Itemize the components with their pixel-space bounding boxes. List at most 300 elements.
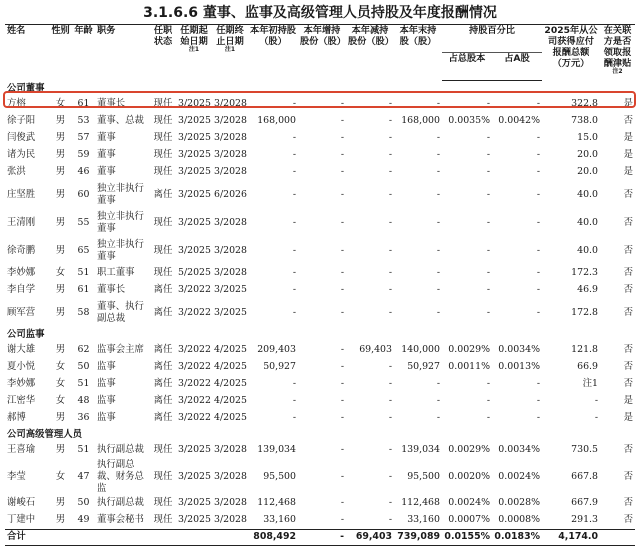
td-begin-shares: - — [292, 132, 296, 143]
td-gender: 男 — [55, 115, 66, 126]
header-percentage-group: 持股百分比 — [442, 25, 542, 53]
td-end-date: 6/2026 — [214, 188, 247, 200]
td-gender: 男 — [55, 149, 66, 160]
td-gender: 女 — [55, 395, 66, 406]
td-position: 监事 — [97, 395, 116, 406]
td-status: 离任 — [153, 361, 173, 372]
td-related-pay: 否 — [623, 115, 633, 126]
td-end-date: 3/2025 — [214, 284, 247, 295]
td-name: 夏小悦 — [7, 361, 36, 372]
td-pct-a: - — [536, 98, 540, 109]
td-pay: 322.8 — [571, 98, 598, 109]
total-begin-shares: 808,492 — [248, 529, 298, 545]
td-name: 李妙娜 — [7, 267, 36, 278]
footnote-mark: 注1 — [224, 45, 236, 53]
td-pct-total: - — [486, 244, 490, 256]
table-row — [5, 209, 635, 237]
table-row — [5, 342, 635, 359]
td-status: 现任 — [153, 132, 173, 143]
td-end-shares: - — [436, 166, 440, 177]
td-pct-a: - — [536, 267, 540, 278]
td-position: 董事长 — [97, 98, 126, 109]
td-decrease: - — [388, 98, 392, 109]
td-end-shares: - — [436, 284, 440, 295]
td-name: 庄坚胜 — [7, 188, 36, 200]
total-end-shares: 739,089 — [394, 529, 442, 545]
td-related-pay: 否 — [623, 284, 633, 295]
td-increase: - — [340, 188, 344, 200]
td-decrease: - — [388, 306, 392, 318]
td-age: 48 — [77, 395, 90, 406]
td-decrease: - — [388, 514, 392, 525]
td-name: 方榕 — [7, 98, 26, 109]
td-name: 郝博 — [7, 412, 26, 423]
td-pay: 20.0 — [577, 166, 598, 177]
td-gender: 女 — [55, 361, 66, 372]
td-position: 董事、执行副总裁 — [97, 300, 144, 324]
td-increase: - — [340, 470, 344, 482]
td-related-pay: 否 — [623, 444, 633, 455]
td-pct-total: - — [486, 306, 490, 318]
td-decrease: - — [388, 267, 392, 278]
header-increase: 本年增持股份（股） — [298, 25, 346, 81]
td-name: 王喜瑜 — [7, 444, 36, 455]
td-decrease: - — [388, 115, 392, 126]
header-begin-shares: 本年初持股（股） — [248, 25, 298, 81]
td-gender: 男 — [55, 188, 66, 200]
td-start-date: 3/2025 — [178, 132, 211, 143]
td-end-date: 3/2028 — [214, 244, 247, 256]
td-pay: 667.9 — [571, 497, 598, 508]
td-pct-total: - — [486, 378, 490, 389]
td-increase: - — [340, 267, 344, 278]
td-end-date: 4/2025 — [214, 361, 247, 372]
td-position: 独立非执行董事 — [97, 182, 144, 206]
td-gender: 男 — [55, 412, 66, 423]
td-increase: - — [340, 244, 344, 256]
td-pct-a: - — [536, 284, 540, 295]
td-pct-a: - — [536, 188, 540, 200]
table-row — [5, 164, 635, 181]
td-position: 执行副总裁 — [97, 444, 144, 455]
td-increase: - — [340, 344, 344, 355]
td-end-shares: 33,160 — [407, 514, 440, 525]
td-age: 50 — [77, 361, 90, 372]
td-decrease: - — [388, 444, 392, 455]
td-end-date: 3/2028 — [214, 149, 247, 160]
td-pct-a: - — [536, 306, 540, 318]
td-increase: - — [340, 149, 344, 160]
td-end-shares: - — [436, 188, 440, 200]
td-decrease: - — [388, 216, 392, 228]
td-gender: 女 — [55, 378, 66, 389]
td-end-shares: 50,927 — [407, 361, 440, 372]
td-start-date: 3/2022 — [178, 395, 211, 406]
td-status: 现任 — [153, 514, 173, 525]
td-start-date: 3/2022 — [178, 378, 211, 389]
footnote-mark: 注1 — [188, 45, 200, 53]
table-row — [5, 181, 635, 209]
table-row — [5, 359, 635, 376]
td-gender: 男 — [55, 284, 66, 295]
td-pct-total: 0.0007% — [448, 514, 490, 525]
td-gender: 男 — [55, 216, 66, 228]
td-end-date: 4/2025 — [214, 378, 247, 389]
total-row — [5, 529, 635, 545]
td-name: 李妙娜 — [7, 378, 36, 389]
td-status: 离任 — [153, 412, 173, 423]
td-gender: 女 — [55, 470, 66, 482]
td-pct-a: - — [536, 149, 540, 160]
td-related-pay: 是 — [623, 98, 633, 109]
td-status: 现任 — [153, 115, 173, 126]
td-end-shares: - — [436, 149, 440, 160]
td-age: 46 — [77, 166, 90, 177]
td-status: 现任 — [153, 216, 173, 228]
td-end-date: 3/2028 — [214, 132, 247, 143]
td-end-shares: - — [436, 244, 440, 256]
footnote-mark: 注2 — [612, 67, 623, 75]
td-pay: - — [594, 412, 598, 423]
total-increase: - — [298, 529, 346, 545]
td-end-date: 4/2025 — [214, 395, 247, 406]
td-end-date: 3/2028 — [214, 514, 247, 525]
td-gender: 女 — [55, 267, 66, 278]
td-gender: 男 — [55, 244, 66, 256]
td-begin-shares: - — [292, 284, 296, 295]
td-decrease: - — [388, 470, 392, 482]
td-start-date: 3/2022 — [178, 344, 211, 355]
td-pct-total: 0.0035% — [448, 115, 490, 126]
td-position: 董事、总裁 — [97, 115, 144, 126]
td-pct-total: 0.0029% — [448, 344, 490, 355]
td-start-date: 5/2025 — [178, 267, 211, 278]
td-name: 李自学 — [7, 284, 36, 295]
td-related-pay: 否 — [623, 514, 633, 525]
td-position: 董事会秘书 — [97, 514, 144, 525]
td-start-date: 3/2022 — [178, 361, 211, 372]
td-position: 执行副总裁 — [97, 497, 144, 508]
header-pct-total: 占总股本 — [442, 52, 492, 80]
header-start-date: 任期起始日期$^{注1}$ — [176, 25, 212, 81]
td-start-date: 3/2022 — [178, 284, 211, 295]
td-pay: 40.0 — [577, 244, 598, 256]
td-age: 47 — [77, 470, 90, 482]
td-pay: 40.0 — [577, 216, 598, 228]
header-decrease: 本年减持股份（股） — [346, 25, 394, 81]
td-end-shares: 139,034 — [401, 444, 440, 455]
td-pct-a: - — [536, 216, 540, 228]
td-age: 50 — [77, 497, 90, 508]
td-pct-a: - — [536, 244, 540, 256]
td-end-shares: 112,468 — [401, 497, 440, 508]
table-row — [5, 442, 635, 459]
td-age: 62 — [77, 344, 90, 355]
td-end-shares: 95,500 — [407, 470, 440, 482]
td-pct-total: - — [486, 132, 490, 143]
total-related-blank — [600, 529, 635, 545]
td-end-shares: - — [436, 306, 440, 318]
td-pay: 738.0 — [571, 115, 598, 126]
header-position: 职务 — [95, 25, 150, 81]
td-status: 现任 — [153, 166, 173, 177]
table-row — [5, 96, 635, 113]
td-end-shares: - — [436, 267, 440, 278]
td-pct-a: - — [536, 166, 540, 177]
td-pct-total: - — [486, 395, 490, 406]
table-row — [5, 113, 635, 130]
td-related-pay: 否 — [623, 244, 633, 256]
table-row — [5, 147, 635, 164]
td-name: 徐奇鹏 — [7, 244, 36, 256]
td-status: 现任 — [153, 149, 173, 160]
td-status: 离任 — [153, 395, 173, 406]
td-age: 57 — [77, 132, 90, 143]
td-name: 王清刚 — [7, 216, 36, 228]
td-decrease: - — [388, 497, 392, 508]
td-pct-a: 0.0034% — [498, 444, 540, 455]
td-related-pay: 否 — [623, 306, 633, 318]
td-end-shares: - — [436, 216, 440, 228]
td-pct-total: 0.0020% — [448, 470, 490, 482]
td-increase: - — [340, 497, 344, 508]
section-label: 公司监事 — [7, 329, 45, 340]
td-begin-shares: 209,403 — [257, 344, 296, 355]
td-position: 董事 — [97, 166, 116, 177]
td-name: 丁建中 — [7, 514, 36, 525]
table-row — [5, 410, 635, 427]
td-pay: 172.8 — [571, 306, 598, 318]
td-pct-a: - — [536, 132, 540, 143]
td-start-date: 3/2025 — [178, 444, 211, 455]
td-age: 36 — [77, 412, 90, 423]
td-start-date: 3/2025 — [178, 497, 211, 508]
td-age: 61 — [77, 98, 90, 109]
td-end-shares: - — [436, 98, 440, 109]
td-gender: 男 — [55, 306, 66, 318]
td-name: 谢峻石 — [7, 497, 36, 508]
td-begin-shares: - — [292, 188, 296, 200]
table-row — [5, 130, 635, 147]
td-start-date: 3/2025 — [178, 166, 211, 177]
td-related-pay: 是 — [623, 395, 633, 406]
section-label: 公司高级管理人员 — [7, 429, 83, 440]
td-pct-total: - — [486, 188, 490, 200]
td-increase: - — [340, 115, 344, 126]
td-position: 董事长 — [97, 284, 126, 295]
td-end-date: 3/2028 — [214, 166, 247, 177]
td-increase: - — [340, 361, 344, 372]
td-begin-shares: - — [292, 216, 296, 228]
td-decrease: - — [388, 412, 392, 423]
table-row — [5, 237, 635, 265]
td-pct-a: - — [536, 395, 540, 406]
td-decrease: - — [388, 378, 392, 389]
td-pay: 66.9 — [577, 361, 598, 372]
td-pay: 730.5 — [571, 444, 598, 455]
total-pct-total: 0.0155% — [442, 529, 492, 545]
td-position: 独立非执行董事 — [97, 210, 144, 234]
td-increase: - — [340, 132, 344, 143]
td-end-shares: 140,000 — [401, 344, 440, 355]
td-begin-shares: 50,927 — [263, 361, 296, 372]
td-decrease: - — [388, 244, 392, 256]
section-row — [5, 427, 635, 442]
td-begin-shares: - — [292, 166, 296, 177]
total-label: 合计 — [5, 529, 248, 545]
td-increase: - — [340, 514, 344, 525]
total-pct-a: 0.0183% — [492, 529, 542, 545]
td-status: 现任 — [153, 470, 173, 482]
td-age: 55 — [77, 216, 90, 228]
td-position: 职工董事 — [97, 267, 135, 278]
td-pct-a: 0.0024% — [498, 470, 540, 482]
td-position: 执行副总裁、财务总监 — [97, 458, 144, 494]
td-name: 谢大雄 — [7, 344, 36, 355]
td-name: 江密华 — [7, 395, 36, 406]
td-status: 现任 — [153, 497, 173, 508]
td-pct-a: 0.0034% — [498, 344, 540, 355]
section-row — [5, 80, 635, 96]
td-decrease: 69,403 — [359, 344, 392, 355]
td-pct-a: - — [536, 412, 540, 423]
header-name: 姓名 — [5, 25, 49, 81]
td-gender: 男 — [55, 132, 66, 143]
td-pay: 121.8 — [571, 344, 598, 355]
td-related-pay: 否 — [623, 378, 633, 389]
td-pct-total: - — [486, 149, 490, 160]
td-begin-shares: 112,468 — [257, 497, 296, 508]
td-position: 监事 — [97, 378, 116, 389]
table-row — [5, 393, 635, 410]
td-start-date: 3/2025 — [178, 514, 211, 525]
td-status: 离任 — [153, 378, 173, 389]
td-pct-total: - — [486, 98, 490, 109]
header-gender: 性别 — [49, 25, 72, 81]
table-row — [5, 495, 635, 512]
td-pay: 20.0 — [577, 149, 598, 160]
td-name: 张洪 — [7, 166, 26, 177]
td-age: 60 — [77, 188, 90, 200]
header-status: 任职状态 — [150, 25, 176, 81]
table-body — [5, 80, 635, 545]
td-status: 现任 — [153, 444, 173, 455]
td-start-date: 3/2025 — [178, 98, 211, 109]
td-age: 65 — [77, 244, 90, 256]
td-begin-shares: - — [292, 378, 296, 389]
total-pay: 4,174.0 — [542, 529, 600, 545]
td-end-date: 3/2028 — [214, 98, 247, 109]
td-pct-total: - — [486, 284, 490, 295]
td-gender: 女 — [55, 98, 66, 109]
td-status: 现任 — [153, 98, 173, 109]
section-label: 公司董事 — [7, 83, 45, 94]
td-begin-shares: 33,160 — [263, 514, 296, 525]
td-begin-shares: - — [292, 306, 296, 318]
td-end-date: 3/2028 — [214, 470, 247, 482]
table-row — [5, 265, 635, 282]
td-decrease: - — [388, 166, 392, 177]
td-end-date: 3/2025 — [214, 306, 247, 318]
td-related-pay: 否 — [623, 470, 633, 482]
header-age: 年龄 — [72, 25, 95, 81]
td-pct-a: 0.0008% — [498, 514, 540, 525]
td-begin-shares: 168,000 — [257, 115, 296, 126]
td-name: 顾军营 — [7, 306, 36, 318]
td-pct-a: 0.0028% — [498, 497, 540, 508]
td-age: 53 — [77, 115, 90, 126]
td-position: 监事会主席 — [97, 344, 144, 355]
td-related-pay: 否 — [623, 216, 633, 228]
td-gender: 男 — [55, 344, 66, 355]
td-begin-shares: - — [292, 244, 296, 256]
td-decrease: - — [388, 395, 392, 406]
td-pay: 46.9 — [577, 284, 598, 295]
td-increase: - — [340, 216, 344, 228]
td-end-date: 3/2028 — [214, 497, 247, 508]
td-pay: 291.3 — [571, 514, 598, 525]
table-row — [5, 459, 635, 495]
td-pct-total: 0.0011% — [448, 361, 490, 372]
td-begin-shares: 139,034 — [257, 444, 296, 455]
td-gender: 男 — [55, 514, 66, 525]
td-pay: 667.8 — [571, 470, 598, 482]
td-start-date: 3/2025 — [178, 115, 211, 126]
td-related-pay: 否 — [623, 361, 633, 372]
td-pay: 40.0 — [577, 188, 598, 200]
td-increase: - — [340, 284, 344, 295]
td-related-pay: 是 — [623, 149, 633, 160]
td-increase: - — [340, 166, 344, 177]
td-increase: - — [340, 306, 344, 318]
td-increase: - — [340, 378, 344, 389]
td-increase: - — [340, 412, 344, 423]
td-related-pay: 是 — [623, 132, 633, 143]
td-begin-shares: - — [292, 267, 296, 278]
holdings-table — [5, 24, 635, 546]
td-begin-shares: - — [292, 149, 296, 160]
td-position: 董事 — [97, 132, 116, 143]
header-end-shares: 本年末持股（股） — [394, 25, 442, 81]
td-begin-shares: - — [292, 412, 296, 423]
td-status: 现任 — [153, 267, 173, 278]
td-age: 59 — [77, 149, 90, 160]
td-pct-total: - — [486, 166, 490, 177]
page-title: 3.1.6.6 董事、监事及高级管理人员持股及年度报酬情况 — [143, 5, 497, 21]
td-status: 离任 — [153, 344, 173, 355]
td-start-date: 3/2022 — [178, 412, 211, 423]
td-related-pay: 是 — [623, 166, 633, 177]
td-start-date: 3/2025 — [178, 188, 211, 200]
td-pay: 注1 — [582, 378, 598, 389]
td-end-shares: 168,000 — [401, 115, 440, 126]
td-end-date: 4/2025 — [214, 412, 247, 423]
td-pct-total: - — [486, 267, 490, 278]
td-end-date: 4/2025 — [214, 344, 247, 355]
td-begin-shares: - — [292, 395, 296, 406]
section-row — [5, 327, 635, 342]
td-begin-shares: 95,500 — [263, 470, 296, 482]
td-end-shares: - — [436, 132, 440, 143]
td-start-date: 3/2025 — [178, 149, 211, 160]
td-end-date: 3/2028 — [214, 115, 247, 126]
td-decrease: - — [388, 188, 392, 200]
td-position: 监事 — [97, 361, 116, 372]
td-increase: - — [340, 98, 344, 109]
td-start-date: 3/2025 — [178, 244, 211, 256]
td-position: 董事 — [97, 149, 116, 160]
table-row — [5, 376, 635, 393]
